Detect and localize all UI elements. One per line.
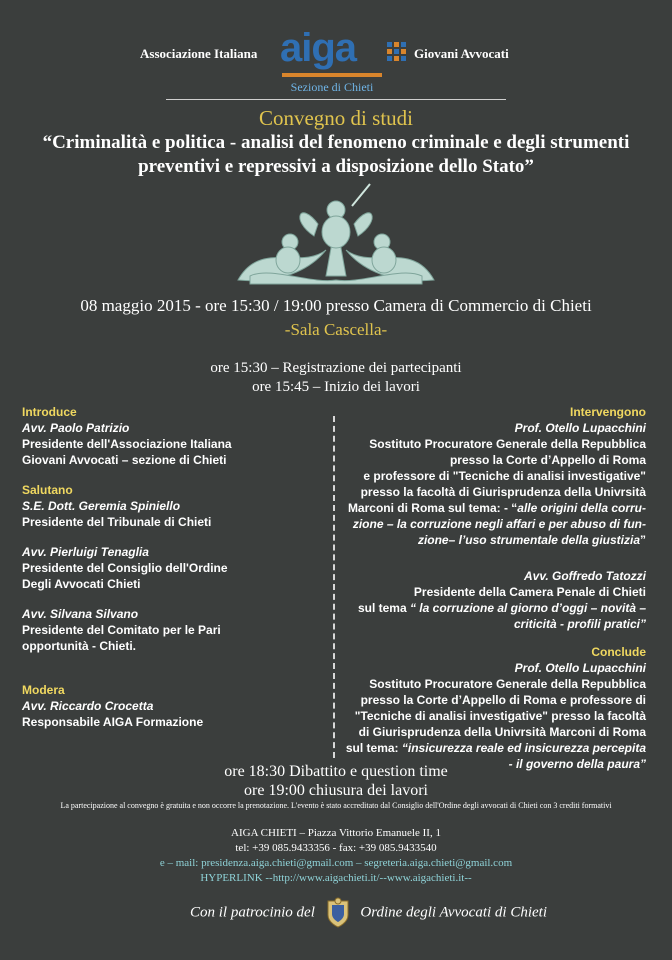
speaker2-topic-intro: sul tema xyxy=(357,601,410,615)
event-title-line1: “Criminalità e politica - analisi del fenomeno criminale e degli strumenti xyxy=(42,132,630,153)
speaker2-name: Avv. Goffredo Tatozzi xyxy=(523,569,646,583)
speaker1-topic-part3: zione– l’uso strumentale della giustizia xyxy=(417,533,640,547)
salutano-speaker1-role: Presidente del Tribunale di Chieti xyxy=(22,515,212,529)
header-divider xyxy=(166,99,506,100)
schedule-start: ore 15:45 – Inizio dei lavori xyxy=(252,379,420,395)
section-name: Sezione di Chieti xyxy=(290,80,374,94)
salutano-speaker3-role-line1: Presidente del Comitato per le Pari xyxy=(22,623,221,637)
left-column xyxy=(22,404,322,730)
modera-heading: Modera xyxy=(22,683,65,697)
contact-email[interactable]: e – mail: presidenza.aiga.chieti@gmail.com – segreteria.aiga.chieti@gmail.com xyxy=(159,857,513,869)
patronage-left: Con il patrocinio del xyxy=(190,904,315,921)
contact-website[interactable]: HYPERLINK --http://www.aigachieti.it/--www.aigachieti.it-- xyxy=(200,872,472,884)
right-column xyxy=(340,404,646,772)
event-kind: Convegno di studi xyxy=(258,106,413,130)
association-name-left: Associazione Italiana xyxy=(140,46,258,61)
speaker2-line1: Presidente della Camera Penale di Chieti xyxy=(413,585,646,599)
closing-end: ore 19:00 chiusura dei lavori xyxy=(244,782,428,799)
salutano-heading: Salutano xyxy=(22,483,73,497)
salutano-speaker2-role-line1: Presidente del Consiglio dell'Ordine xyxy=(22,561,228,575)
event-date-place: 08 maggio 2015 - ore 15:30 / 19:00 presso Camera di Commercio di Chieti xyxy=(80,296,592,315)
speaker2-topic-part1: “ la corruzione al giorno d’oggi – novità – xyxy=(409,601,646,615)
introduce-role-line2: Giovani Avvocati – sezione di Chieti xyxy=(22,453,227,467)
speaker2-line2 xyxy=(340,600,646,616)
introduce-heading: Introduce xyxy=(22,405,77,419)
speaker1-topic-part1: alle origini della corru- xyxy=(517,501,646,515)
closing-debate: ore 18:30 Dibattito e question time xyxy=(224,763,448,780)
speaker1-line5 xyxy=(340,500,646,516)
event-room: -Sala Cascella- xyxy=(284,320,388,339)
conclude-line2: presso la Corte d’Appello di Roma e professore di xyxy=(360,693,646,707)
speaker1-line8 xyxy=(340,532,646,548)
association-name-right: Giovani Avvocati xyxy=(414,46,509,61)
bar-association-seal-icon xyxy=(325,897,351,929)
speaker1-line1: Sostituto Procuratore Generale della Repubblica xyxy=(369,437,646,451)
speaker1-topic-close: ” xyxy=(640,533,646,547)
salutano-speaker3-role-line2: opportunità - Chieti. xyxy=(22,639,136,653)
schedule xyxy=(0,359,672,397)
logo-squares-icon xyxy=(387,42,407,62)
conclude-line1: Sostituto Procuratore Generale della Repubblica xyxy=(369,677,646,691)
closing-schedule xyxy=(0,762,672,800)
cherubs-ornament-icon xyxy=(230,180,442,292)
speaker1-topic-intro: Marconi di Roma sul tema: - “ xyxy=(347,501,518,515)
introduce-name: Avv. Paolo Patrizio xyxy=(22,421,130,435)
conclude-topic-part2: - il governo della paura” xyxy=(508,757,646,771)
contact-phone: tel: +39 085.9433356 - fax: +39 085.9433540 xyxy=(235,842,437,854)
salutano-speaker2-role-line2: Degli Avvocati Chieti xyxy=(22,577,141,591)
contacts xyxy=(0,826,672,886)
column-divider xyxy=(333,416,335,758)
intervengono-heading: Intervengono xyxy=(569,405,646,419)
conclude-name: Prof. Otello Lupacchini xyxy=(514,661,646,675)
speaker1-line4: presso la facoltà di Giurisprudenza della Univrsità xyxy=(360,485,646,499)
conclude-heading: Conclude xyxy=(591,645,646,659)
conclude-line3: "Tecniche di analisi investigative" presso la facoltà xyxy=(354,709,646,723)
modera-role: Responsabile AIGA Formazione xyxy=(22,715,204,729)
participation-note: La partecipazione al convegno è gratuita e non occorre la prenotazione. L'evento è stato accreditato dal Consiglio dell'Ordine degli avvocati di Chieti con 3 crediti formativi xyxy=(60,801,612,810)
conclude-line5 xyxy=(340,740,646,756)
schedule-registration: ore 15:30 – Registrazione dei partecipanti xyxy=(210,360,462,376)
speaker1-line2: presso la Corte d’Appello di Roma xyxy=(449,453,646,467)
modera-name: Avv. Riccardo Crocetta xyxy=(22,699,154,713)
patronage xyxy=(190,897,570,929)
salutano-speaker1-name: S.E. Dott. Geremia Spiniello xyxy=(22,499,181,513)
salutano-speaker2-name: Avv. Pierluigi Tenaglia xyxy=(22,545,149,559)
aiga-logo: aiga xyxy=(280,26,357,70)
speaker2-topic-part2: criticità - profili pratici” xyxy=(513,617,646,631)
contact-address: AIGA CHIETI – Piazza Vittorio Emanuele II, 1 xyxy=(231,827,441,839)
speaker1-topic-part2: zione – la corruzione negli affari e per abuso di fun- xyxy=(352,517,646,531)
salutano-speaker3-name: Avv. Silvana Silvano xyxy=(22,607,139,621)
patronage-right: Ordine degli Avvocati di Chieti xyxy=(360,904,547,921)
conclude-line4: di Giurisprudenza della Univrsità Marconi di Roma xyxy=(358,725,646,739)
event-title-line2: preventivi e repressivi a disposizione dello Stato” xyxy=(138,156,534,177)
event-title xyxy=(0,131,672,179)
conclude-topic-intro: sul tema: xyxy=(345,741,402,755)
speaker1-line3: e professore di "Tecniche di analisi investigative" xyxy=(363,469,646,483)
logo-bar xyxy=(282,73,382,77)
conclude-topic-part1: “insicurezza reale ed insicurezza percepita xyxy=(401,741,646,755)
speaker1-name: Prof. Otello Lupacchini xyxy=(514,421,646,435)
introduce-role-line1: Presidente dell'Associazione Italiana xyxy=(22,437,232,451)
